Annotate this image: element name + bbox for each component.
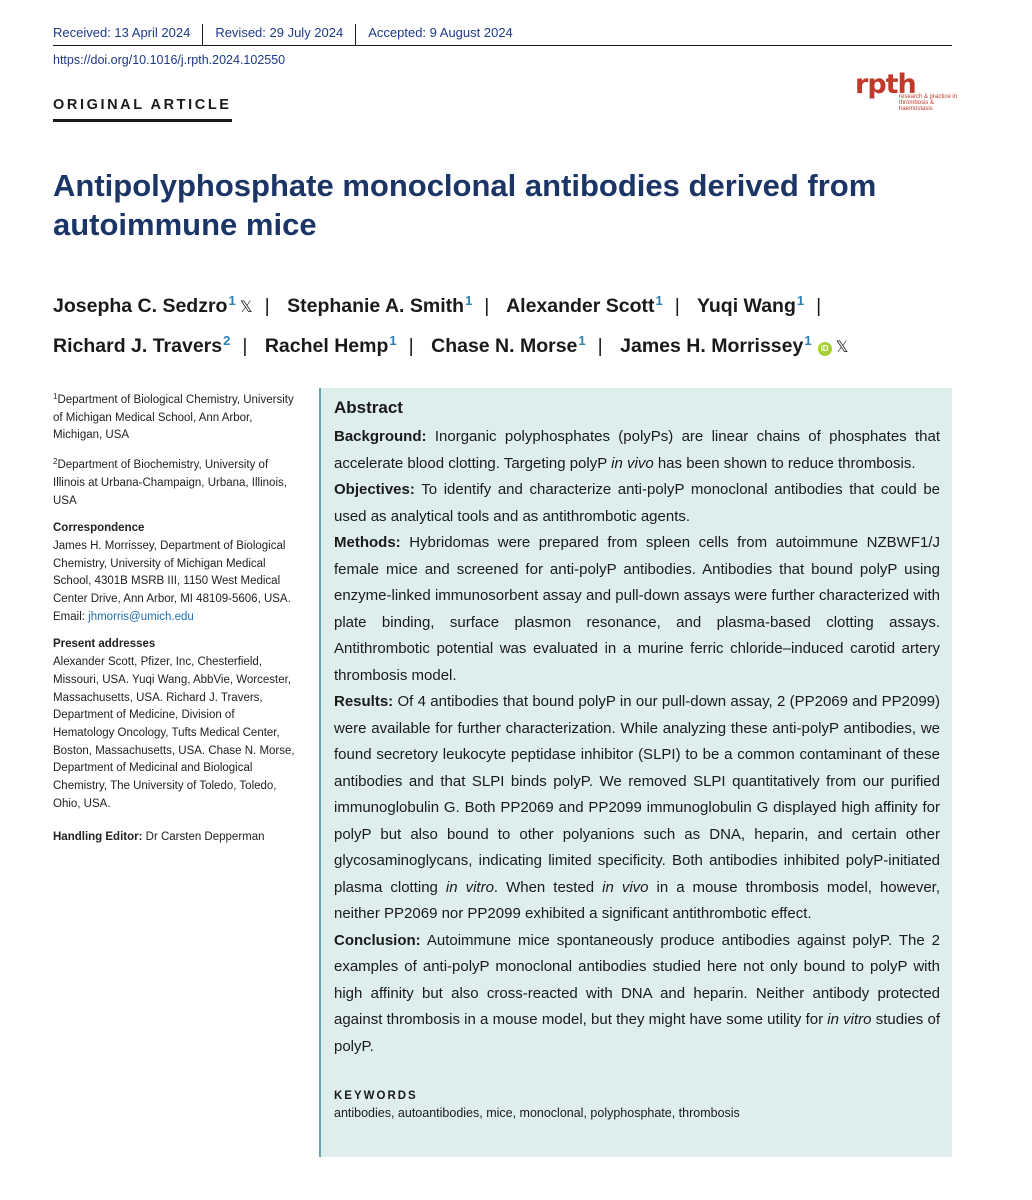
orcid-icon[interactable]: iD	[818, 342, 832, 356]
abstract-methods: Methods: Hybridomas were prepared from spleen cells from autoimmune NZBWF1/J female mice and screened for anti-polyP antibodies. Antibodies that bound polyP using enzyme-linked immunosorbent assay and pull-down assays were further characterized with plate binding, surface plasmon resonance, and plasma-based clotting assays. Antithrombotic potential was evaluated in a murine ferric chloride–induced carotid artery thrombosis model.	[334, 534, 940, 684]
abstract-box	[319, 388, 952, 1157]
revised-date: Revised: 29 July 2024	[215, 24, 356, 46]
email-link[interactable]: jhmorris@umich.edu	[88, 610, 194, 623]
article-sidebar	[53, 388, 298, 855]
journal-logo-subtitle: research & practice in thrombosis & haemostasis	[899, 94, 958, 112]
author[interactable]: James H. Morrissey$^1$iD 𝕏	[620, 333, 849, 357]
received-date: Received: 13 April 2024	[53, 24, 203, 46]
journal-logo-mark: rpth	[855, 69, 916, 100]
author-list: Josepha C. Sedzro$^1$ 𝕏 | Stephanie A. Smith$^1$ | Alexander Scott$^1$ | Yuqi Wang$^1$ | Richard J. Travers$^2$ | Rachel Hemp$^1$ | Chase N. Morse$^1$ | James H. Morrissey$^1$iD 𝕏	[53, 293, 849, 357]
keywords-label: KEYWORDS	[334, 1090, 418, 1102]
abstract-conclusion: Conclusion: Autoimmune mice spontaneously produce antibodies against polyP. The 2 examples of anti-polyP monoclonal antibodies studied here not only bound to polyP with high affinity but also cross-reacted with DNA and heparin. Neither antibody protected against thrombosis in a mouse model, but they might have some utility for in vitro studies of polyP.	[334, 931, 941, 1055]
article-type-label: ORIGINAL ARTICLE	[53, 97, 232, 122]
affiliation: $^1$Department of Biological Chemistry, University of Michigan Medical School, Ann Arbor, Michigan, USA	[53, 392, 294, 442]
handling-editor: Handling Editor: Dr Carsten Depperman	[53, 831, 265, 844]
author[interactable]: Rachel Hemp$^1$	[264, 333, 397, 357]
correspondence-text: James H. Morrissey, Department of Biological Chemistry, University of Michigan Medical School, 4301B MSRB III, 1150 West Medical Center Drive, Ann Arbor, MI 48109-5606, USA. Email: jhmorris@umich.edu	[53, 539, 291, 623]
abstract-background: Background: Inorganic polyphosphates (polyPs) are linear chains of phosphates that accelerate blood clotting. Targeting polyP in vivo has been shown to reduce thrombosis.	[334, 428, 940, 472]
x-logo-icon[interactable]: 𝕏	[239, 299, 253, 316]
present-addresses-text: Alexander Scott, Pfizer, Inc, Chesterfield, Missouri, USA. Yuqi Wang, AbbVie, Worcester, Massachusetts, USA. Richard J. Travers, Department of Medicine, Division of Hematology Oncology, Tufts Medical Center, Boston, Massachusetts, USA. Chase N. Morse, Department of Medicinal and Biological Chemistry, The University of Toledo, Toledo, Ohio, USA.	[53, 656, 295, 810]
author[interactable]: Richard J. Travers$^2$	[53, 333, 231, 357]
correspondence-heading: Correspondence	[53, 522, 145, 535]
abstract-results: Results: Of 4 antibodies that bound polyP in our pull-down assay, 2 (PP2069 and PP2099) were available for further characterization. While analyzing these anti-polyP antibodies, we found secretory leukocyte peptidase inhibitor (SLPI) to be a common contaminant of these antibodies and that SLPI binds polyP. We removed SLPI quantitatively from our purified immunoglobulin G. Both PP2069 and PP2099 immunoglobulin G displayed high affinity for polyP but also bound to other polyanions such as DNA, heparin, and certain other glycosaminoglycans, indicating limited specificity. Both antibodies inhibited polyP-initiated plasma clotting in vitro. When tested in vivo in a mouse thrombosis model, however, neither PP2069 nor PP2099 exhibited a significant antithrombotic effect.	[334, 693, 940, 922]
author[interactable]: Chase N. Morse$^1$	[431, 333, 586, 357]
publication-dates	[53, 24, 952, 46]
doi-link[interactable]: https://doi.org/10.1016/j.rpth.2024.102550	[53, 53, 286, 67]
affiliation: $^2$Department of Biochemistry, University of Illinois at Urbana-Champaign, Urbana, Illinois, USA	[53, 457, 287, 507]
author[interactable]: Stephanie A. Smith$^1$	[287, 293, 473, 317]
author[interactable]: Yuqi Wang$^1$	[696, 293, 805, 317]
x-logo-icon[interactable]: 𝕏	[835, 339, 849, 356]
abstract-title: Abstract	[334, 398, 403, 417]
author[interactable]: Josepha C. Sedzro$^1$ 𝕏	[53, 293, 253, 317]
keywords-list: antibodies, autoantibodies, mice, monoclonal, polyphosphate, thrombosis	[334, 1106, 740, 1120]
abstract-objectives: Objectives: To identify and characterize anti-polyP monoclonal antibodies that could be used as analytical tools and as antithrombotic agents.	[334, 481, 940, 525]
journal-logo	[855, 69, 958, 112]
accepted-date: Accepted: 9 August 2024	[368, 25, 513, 40]
present-addresses-heading: Present addresses	[53, 638, 156, 651]
author[interactable]: Alexander Scott$^1$	[506, 293, 663, 317]
article-title: Antipolyphosphate monoclonal antibodies derived from autoimmune mice	[53, 168, 877, 242]
